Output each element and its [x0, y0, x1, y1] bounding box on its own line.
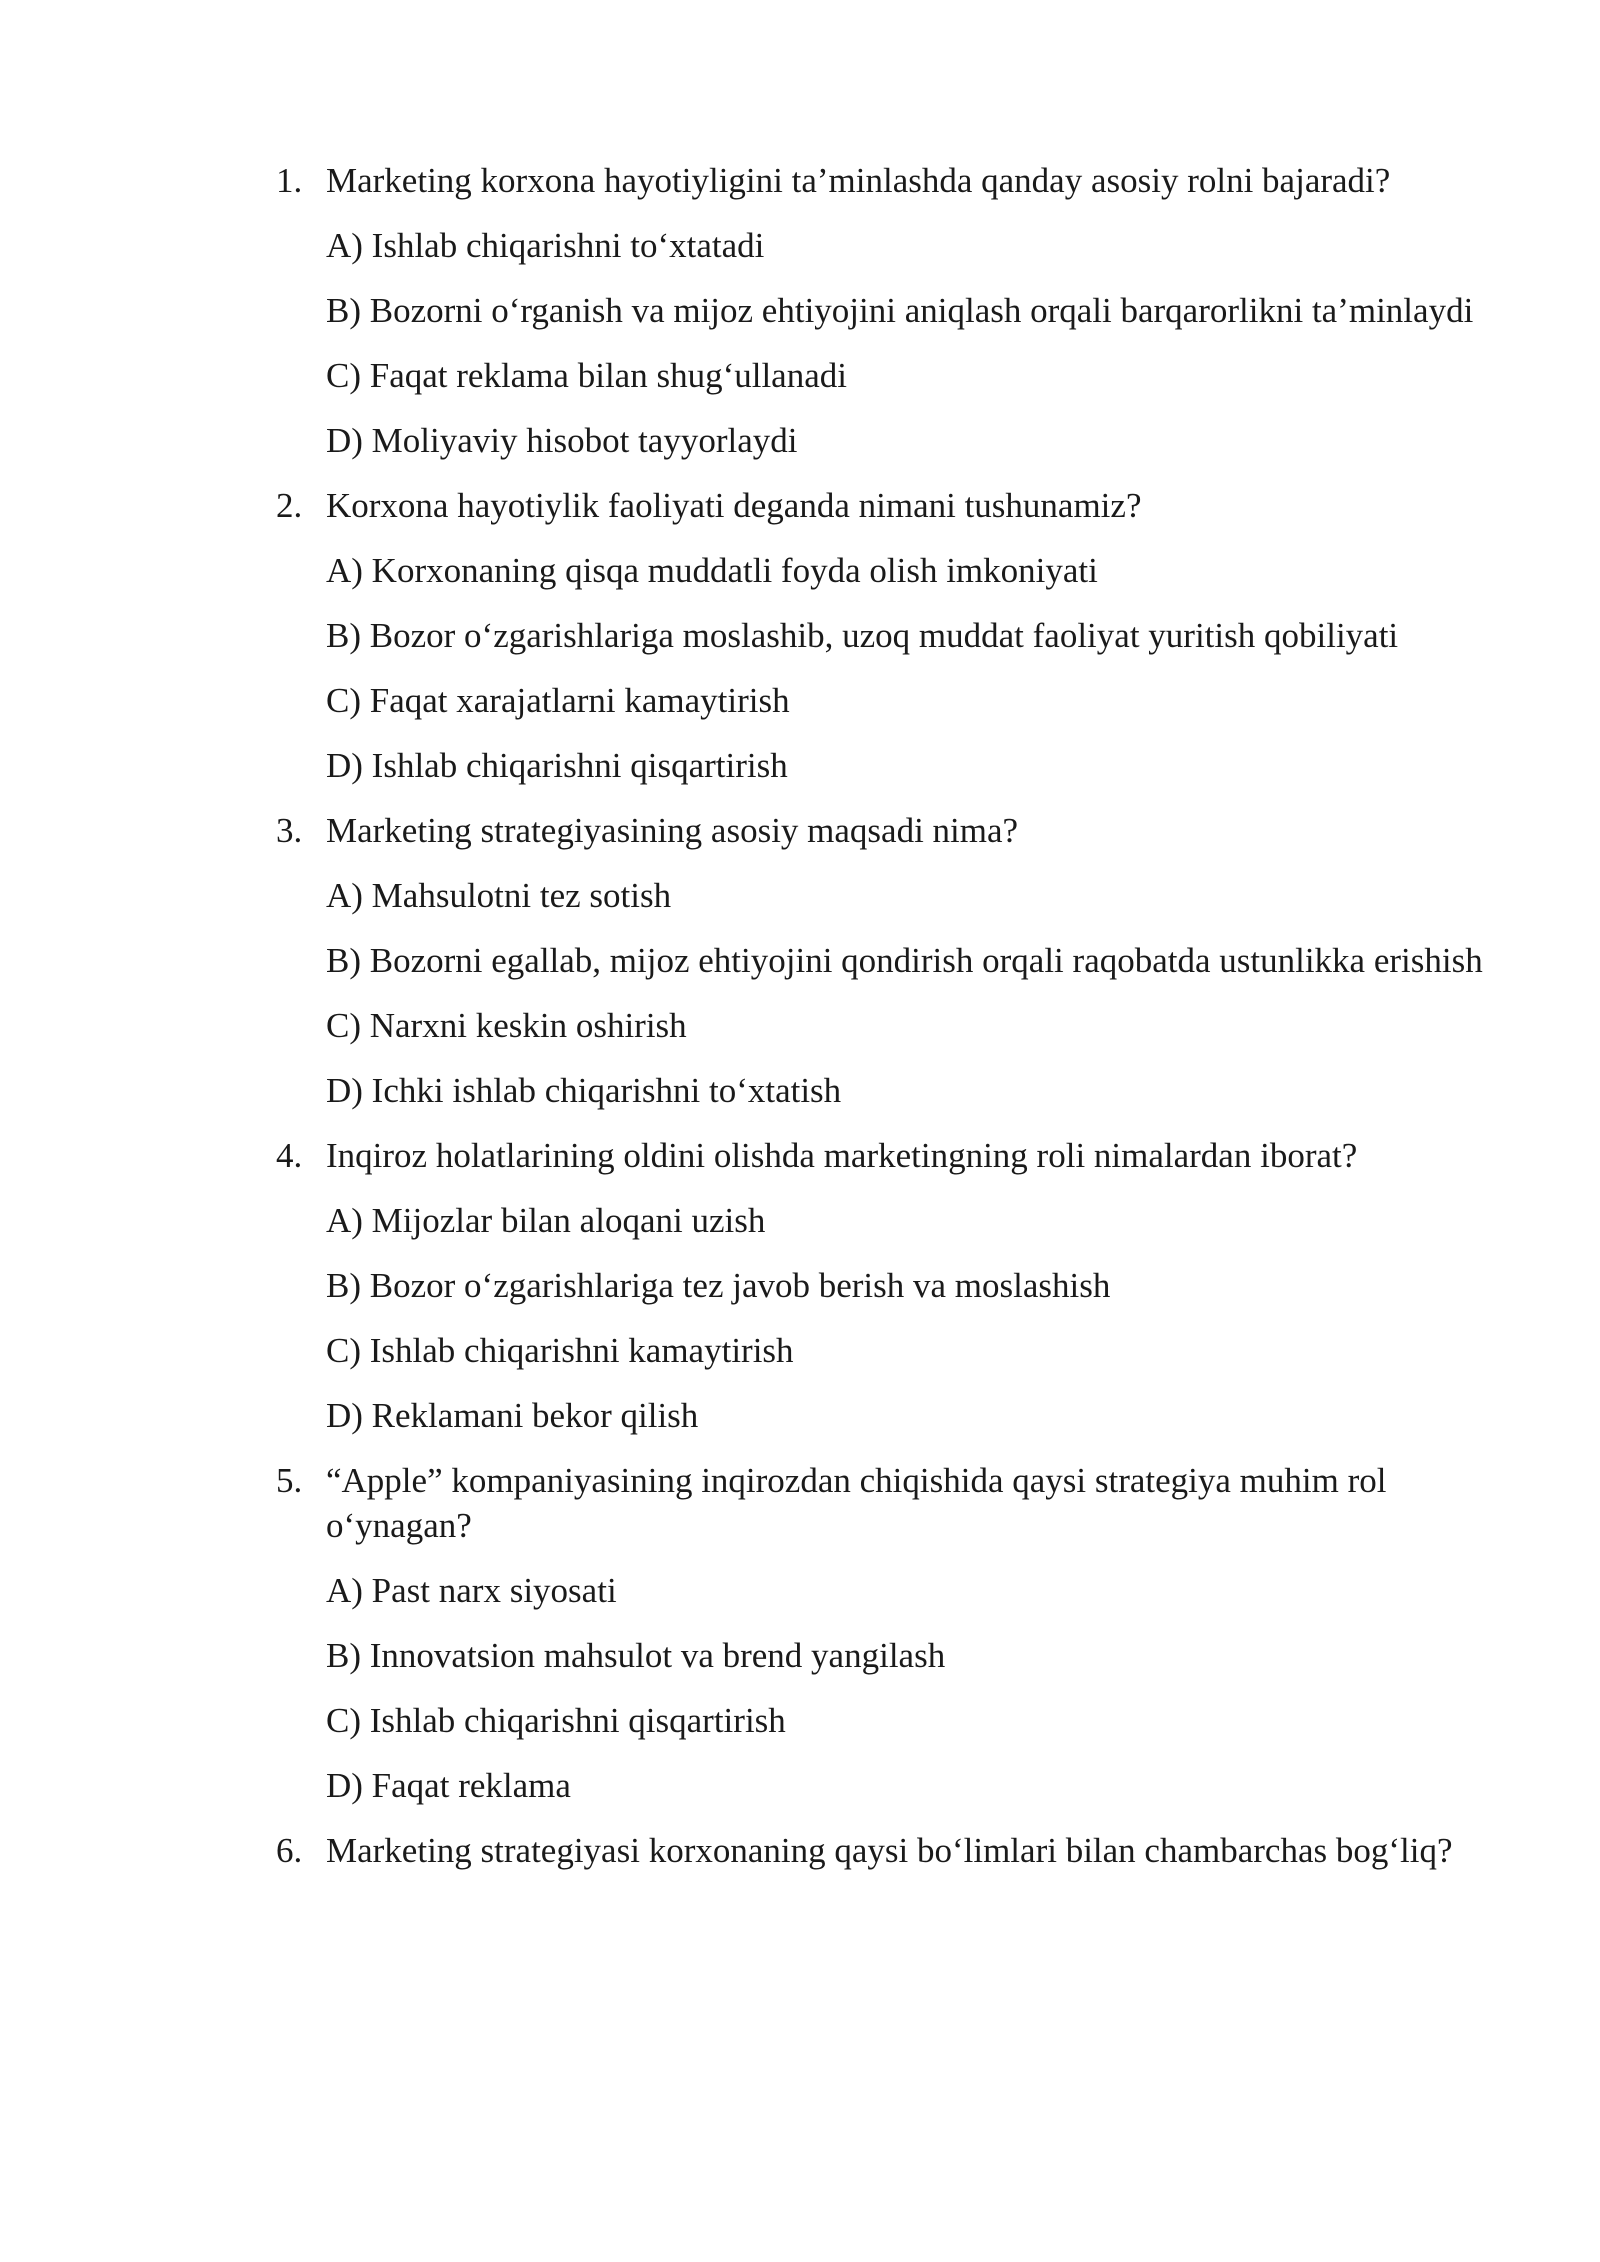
question-number: 3.	[276, 811, 303, 850]
question-6	[276, 1818, 1486, 1883]
answer-options	[326, 863, 1486, 1123]
answer-option-d: D) Ichki ishlab chiqarishni to‘xtatish	[326, 1071, 842, 1110]
answer-option-d: D) Ishlab chiqarishni qisqartirish	[326, 746, 788, 785]
question-1	[276, 148, 1486, 473]
answer-option-a: A) Past narx siyosati	[326, 1571, 617, 1610]
answer-option-c: C) Narxni keskin oshirish	[326, 1006, 687, 1045]
question-text: Marketing strategiyasi korxonaning qaysi bo‘limlari bilan chambarchas bog‘liq?	[326, 1831, 1453, 1870]
answer-option-c: C) Ishlab chiqarishni qisqartirish	[326, 1701, 786, 1740]
answer-option-a: A) Mijozlar bilan aloqani uzish	[326, 1201, 766, 1240]
answer-option-b: B) Bozorni egallab, mijoz ehtiyojini qondirish orqali raqobatda ustunlikka erishish	[326, 941, 1483, 980]
answer-option-a: A) Mahsulotni tez sotish	[326, 876, 672, 915]
answer-option-a: A) Ishlab chiqarishni to‘xtatadi	[326, 226, 765, 265]
question-text: “Apple” kompaniyasining inqirozdan chiqishida qaysi strategiya muhim rol o‘ynagan?	[326, 1461, 1387, 1545]
answer-options	[326, 538, 1486, 798]
question-5	[276, 1448, 1486, 1818]
question-2	[276, 473, 1486, 798]
answer-option-c: C) Faqat reklama bilan shug‘ullanadi	[326, 356, 847, 395]
question-3	[276, 798, 1486, 1123]
question-number: 2.	[276, 486, 303, 525]
question-text: Inqiroz holatlarining oldini olishda marketingning roli nimalardan iborat?	[326, 1136, 1358, 1175]
question-number: 4.	[276, 1136, 303, 1175]
answer-option-d: D) Moliyaviy hisobot tayyorlaydi	[326, 421, 798, 460]
question-list	[276, 148, 1486, 1883]
answer-options	[326, 213, 1486, 473]
question-text: Marketing korxona hayotiyligini ta’minlashda qanday asosiy rolni bajaradi?	[326, 161, 1391, 200]
answer-option-a: A) Korxonaning qisqa muddatli foyda olish imkoniyati	[326, 551, 1098, 590]
question-number: 6.	[276, 1831, 303, 1870]
answer-option-b: B) Innovatsion mahsulot va brend yangilash	[326, 1636, 946, 1675]
question-text: Korxona hayotiylik faoliyati deganda nimani tushunamiz?	[326, 486, 1142, 525]
answer-option-c: C) Faqat xarajatlarni kamaytirish	[326, 681, 790, 720]
answer-option-c: C) Ishlab chiqarishni kamaytirish	[326, 1331, 794, 1370]
answer-options	[326, 1188, 1486, 1448]
answer-option-d: D) Faqat reklama	[326, 1766, 571, 1805]
answer-options	[326, 1558, 1486, 1818]
answer-option-b: B) Bozorni o‘rganish va mijoz ehtiyojini aniqlash orqali barqarorlikni ta’minlaydi	[326, 291, 1474, 330]
question-text: Marketing strategiyasining asosiy maqsadi nima?	[326, 811, 1019, 850]
question-number: 5.	[276, 1461, 303, 1500]
answer-option-b: B) Bozor o‘zgarishlariga moslashib, uzoq muddat faoliyat yuritish qobiliyati	[326, 616, 1399, 655]
question-number: 1.	[276, 161, 303, 200]
answer-option-d: D) Reklamani bekor qilish	[326, 1396, 699, 1435]
answer-option-b: B) Bozor o‘zgarishlariga tez javob berish va moslashish	[326, 1266, 1111, 1305]
question-4	[276, 1123, 1486, 1448]
